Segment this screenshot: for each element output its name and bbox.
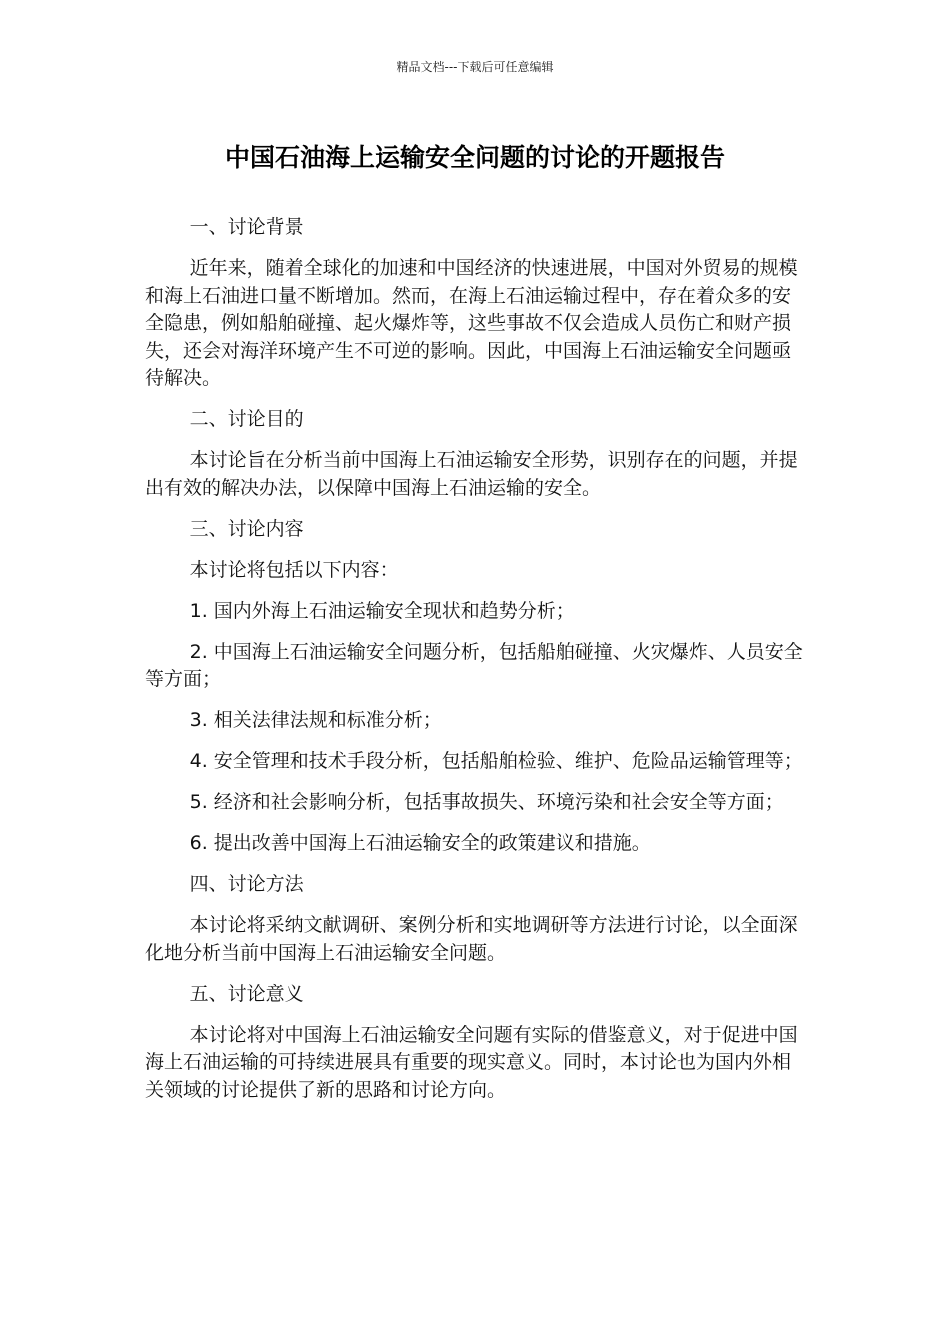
paragraph-purpose: 本讨论旨在分析当前中国海上石油运输安全形势，识别存在的问题，并提出有效的解决办法，以保障中国海上石油运输的安全。: [145, 449, 798, 499]
section-heading-content: 三、讨论内容: [189, 517, 304, 540]
content-list-item-6: 6. 提出改善中国海上石油运输安全的政策建议和措施。: [189, 832, 651, 854]
section-heading-method: 四、讨论方法: [189, 873, 304, 895]
paragraph-significance: 本讨论将对中国海上石油运输安全问题有实际的借鉴意义，对于促进中国海上石油运输的可持续进展具有重要的现实意义。同时，本讨论也为国内外相关领域的讨论提供了新的思路和讨论方向。: [145, 1023, 798, 1101]
content-list-item-5: 5. 经济和社会影响分析，包括事故损失、环境污染和社会安全等方面；: [189, 791, 784, 813]
content-list-item-4: 4. 安全管理和技术手段分析，包括船舶检验、维护、危险品运输管理等；: [189, 750, 803, 772]
section-heading-significance: 五、讨论意义: [189, 982, 304, 1005]
paragraph-content-intro: 本讨论将包括以下内容：: [189, 558, 399, 581]
paragraph-background: 近年来，随着全球化的加速和中国经济的快速进展，中国对外贸易的规模和海上石油进口量不断增加。然而，在海上石油运输过程中，存在着众多的安全隐患，例如船舶碰撞、起火爆炸等，这些事故不仅会造成人员伤亡和财产损失，还会对海洋环境产生不可逆的影响。因此，中国海上石油运输安全问题亟待解决。: [145, 257, 798, 389]
content-list-item-1: 1. 国内外海上石油运输安全现状和趋势分析；: [189, 599, 575, 622]
section-heading-background: 一、讨论背景: [189, 216, 304, 238]
page-header-note: 精品文档---下载后可任意编辑: [396, 60, 554, 74]
document-title: 中国石油海上运输安全问题的讨论的开题报告: [224, 143, 725, 172]
section-heading-purpose: 二、讨论目的: [189, 408, 304, 430]
paragraph-method: 本讨论将采纳文献调研、案例分析和实地调研等方法进行讨论，以全面深化地分析当前中国海上石油运输安全问题。: [145, 914, 798, 964]
content-list-item-3: 3. 相关法律法规和标准分析；: [189, 709, 442, 731]
document-body: [145, 214, 805, 1118]
content-list-item-2: 2. 中国海上石油运输安全问题分析，包括船舶碰撞、火灾爆炸、人员安全等方面；: [145, 640, 803, 690]
